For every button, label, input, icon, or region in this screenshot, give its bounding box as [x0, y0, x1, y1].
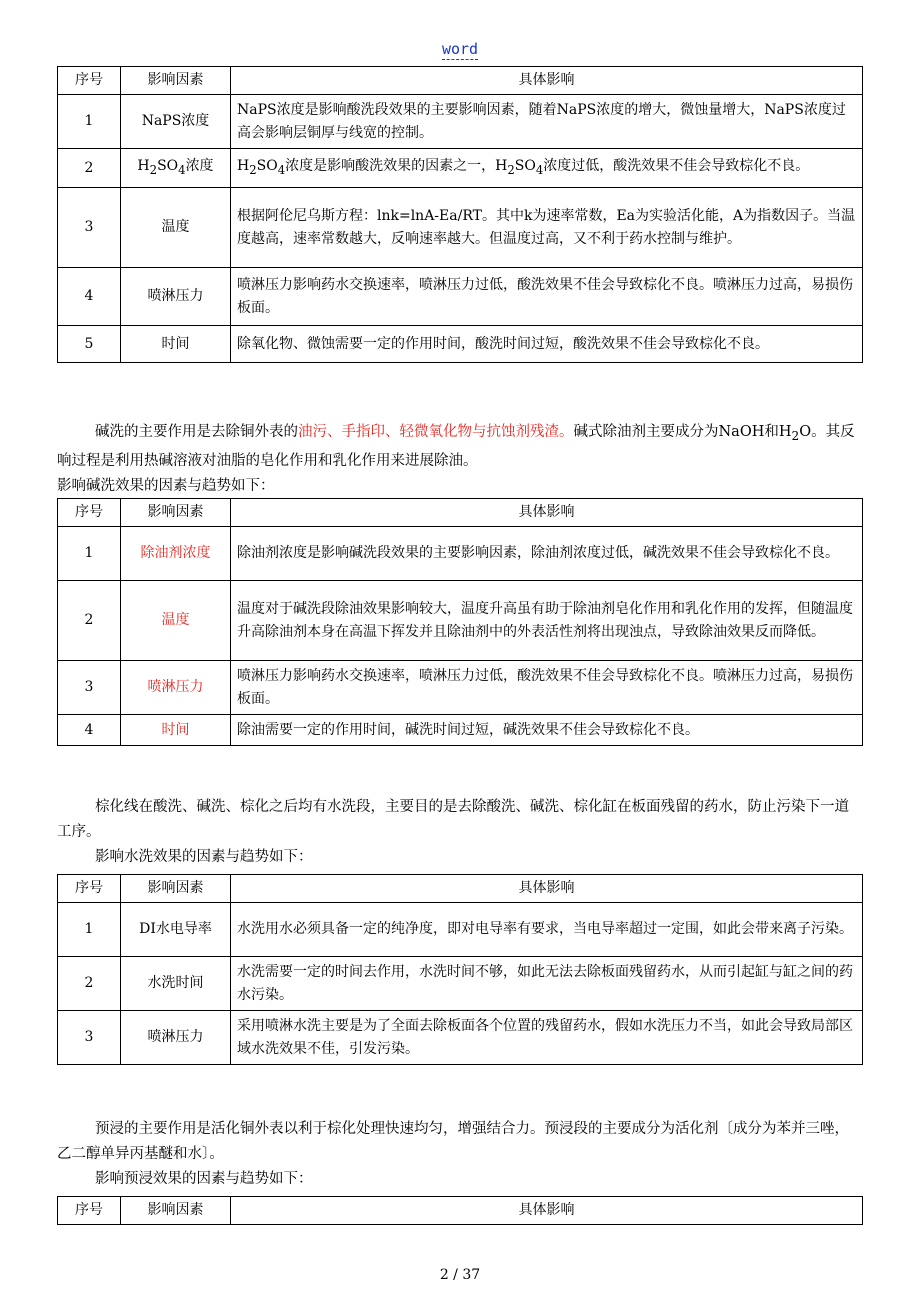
- predip-lead: 影响预浸效果的因素与趋势如下：: [95, 1171, 313, 1187]
- table-row: [58, 149, 863, 188]
- col-header-no: 序号: [58, 67, 121, 95]
- page-number: 2 / 37: [439, 1267, 481, 1283]
- table-row: [58, 527, 863, 581]
- row-effect: 根据阿伦尼乌斯方程：lnk=lnA-Ea/RT。其中k为速率常数，Ea为实验活化能，A为指数因子。当温度越高，速率常数越大，反响速率越大。但温度过高，又不利于药水控制与维护。: [231, 188, 863, 268]
- row-effect: 喷淋压力影响药水交换速率，喷淋压力过低，酸洗效果不佳会导致棕化不良。喷淋压力过高，易损伤板面。: [231, 661, 863, 715]
- alkali-text: 碱洗的主要作用是去除铜外表的油污、手指印、轻微氧化物与抗蚀剂残渣。碱式除油剂主要成分为NaOH和$H_2O$。其反响过程是利用热碱溶液对油脂的皂化作用和乳化作用来进展除油。: [57, 424, 855, 469]
- alkali-lead: 影响碱洗效果的因素与趋势如下：: [57, 477, 275, 494]
- col-header-effect: 具体影响: [231, 499, 863, 527]
- col-header-factor: 影响因素: [121, 875, 231, 903]
- row-no: 3: [58, 661, 121, 715]
- row-effect: 除氧化物、微蚀需要一定的作用时间，酸洗时间过短，酸洗效果不佳会导致棕化不良。: [231, 326, 863, 363]
- row-factor: $H_2SO_4$浓度: [121, 149, 231, 188]
- table-row: [58, 715, 863, 746]
- row-effect: 除油剂浓度是影响碱洗段效果的主要影响因素，除油剂浓度过低，碱洗效果不佳会导致棕化不良。: [231, 527, 863, 581]
- row-no: 4: [58, 715, 121, 746]
- row-effect: 除油需要一定的作用时间，碱洗时间过短，碱洗效果不佳会导致棕化不良。: [231, 715, 863, 746]
- row-no: 1: [58, 95, 121, 149]
- table-row: [58, 957, 863, 1011]
- table-row: [58, 326, 863, 363]
- alkali-highlight: 油污、手指印、轻微氧化物与抗蚀剂残渣。: [298, 424, 574, 440]
- row-factor: 除油剂浓度: [121, 527, 231, 581]
- row-effect: 温度对于碱洗段除油效果影响较大，温度升高虽有助于除油剂皂化作用和乳化作用的发挥，但随温度升高除油剂本身在高温下挥发并且除油剂中的外表活性剂将出现浊点，导致除油效果反而降低。: [231, 581, 863, 661]
- col-header-factor: 影响因素: [121, 67, 231, 95]
- row-no: 2: [58, 149, 121, 188]
- predip-table: [57, 1196, 863, 1225]
- table-row: [58, 95, 863, 149]
- predip-text: 预浸的主要作用是活化铜外表以利于棕化处理快速均匀，增强结合力。预浸段的主要成分为活化剂〔成分为苯并三唑，乙二醇单异丙基醚和水〕。: [57, 1121, 849, 1162]
- table-header-row: [58, 1197, 863, 1225]
- row-factor: 喷淋压力: [121, 661, 231, 715]
- col-header-factor: 影响因素: [121, 499, 231, 527]
- table-header-row: [58, 875, 863, 903]
- table-header-row: [58, 499, 863, 527]
- water-table: [57, 874, 863, 1065]
- row-effect: NaPS浓度是影响酸洗段效果的主要影响因素，随着NaPS浓度的增大，微蚀量增大，NaPS浓度过高会影响层铜厚与线宽的控制。: [231, 95, 863, 149]
- row-factor: DI水电导率: [121, 903, 231, 957]
- col-header-effect: 具体影响: [231, 1197, 863, 1225]
- table-row: [58, 661, 863, 715]
- row-factor: 水洗时间: [121, 957, 231, 1011]
- row-no: 3: [58, 1011, 121, 1065]
- row-no: 2: [58, 957, 121, 1011]
- col-header-no: 序号: [58, 499, 121, 527]
- row-factor: 喷淋压力: [121, 1011, 231, 1065]
- water-paragraph: [57, 795, 863, 870]
- row-no: 2: [58, 581, 121, 661]
- water-text: 棕化线在酸洗、碱洗、棕化之后均有水洗段，主要目的是去除酸洗、碱洗、棕化缸在板面残留的药水，防止污染下一道工序。: [57, 799, 849, 840]
- row-factor: 时间: [121, 715, 231, 746]
- table-row: [58, 268, 863, 326]
- row-effect: 水洗用水必须具备一定的纯净度，即对电导率有要求，当电导率超过一定围，如此会带来离子污染。: [231, 903, 863, 957]
- col-header-factor: 影响因素: [121, 1197, 231, 1225]
- row-no: 1: [58, 903, 121, 957]
- row-no: 3: [58, 188, 121, 268]
- col-header-no: 序号: [58, 1197, 121, 1225]
- row-factor: NaPS浓度: [121, 95, 231, 149]
- water-lead: 影响水洗效果的因素与趋势如下：: [95, 849, 313, 865]
- predip-paragraph: [57, 1117, 863, 1192]
- row-factor: 喷淋压力: [121, 268, 231, 326]
- header-title[interactable]: word: [441, 40, 479, 58]
- table-row: [58, 581, 863, 661]
- row-no: 5: [58, 326, 121, 363]
- row-effect: 喷淋压力影响药水交换速率，喷淋压力过低，酸洗效果不佳会导致棕化不良。喷淋压力过高，易损伤板面。: [231, 268, 863, 326]
- col-header-no: 序号: [58, 875, 121, 903]
- row-no: 1: [58, 527, 121, 581]
- row-factor: 温度: [121, 581, 231, 661]
- row-effect: $H_2SO_4$浓度是影响酸洗效果的因素之一，$H_2SO_4$浓度过低，酸洗效果不佳会导致棕化不良。: [231, 149, 863, 188]
- table-header-row: [58, 67, 863, 95]
- alkali-paragraph: [57, 420, 863, 499]
- acid-table: [57, 66, 863, 363]
- table-row: [58, 903, 863, 957]
- page-header: [0, 40, 920, 58]
- col-header-effect: 具体影响: [231, 875, 863, 903]
- row-factor: 时间: [121, 326, 231, 363]
- table-row: [58, 188, 863, 268]
- col-header-effect: 具体影响: [231, 67, 863, 95]
- row-no: 4: [58, 268, 121, 326]
- row-factor: 温度: [121, 188, 231, 268]
- row-effect: 采用喷淋水洗主要是为了全面去除板面各个位置的残留药水，假如水洗压力不当，如此会导致局部区域水洗效果不佳，引发污染。: [231, 1011, 863, 1065]
- row-effect: 水洗需要一定的时间去作用，水洗时间不够，如此无法去除板面残留药水，从而引起缸与缸之间的药水污染。: [231, 957, 863, 1011]
- table-row: [58, 1011, 863, 1065]
- alkali-table: [57, 498, 863, 746]
